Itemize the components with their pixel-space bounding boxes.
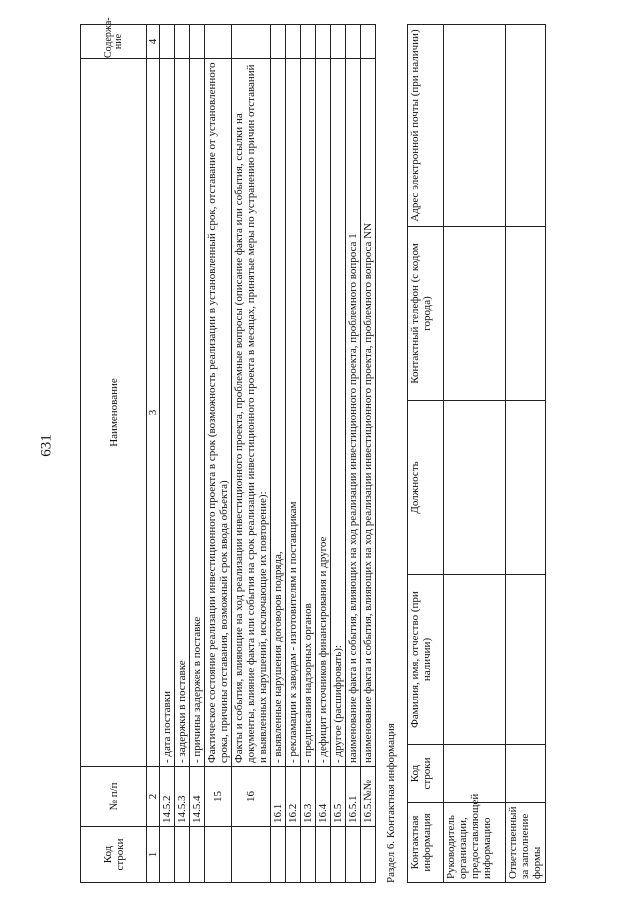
table-row: [190, 25, 205, 883]
row-number: 14.5.4: [190, 767, 205, 827]
table-row: [316, 25, 331, 883]
row-name: - причины задержек в поставке: [190, 59, 205, 767]
contact-label: Руководитель организации, предоставляющей информацию: [444, 803, 506, 883]
row-number: 14.5.2: [160, 767, 175, 827]
page-number: 631: [38, 434, 55, 457]
contact-header: Контактный телефон (с кодом города): [408, 227, 444, 401]
row-name: - выявленные нарушения договоров подряда,: [271, 59, 286, 767]
contact-header: Код строки: [408, 745, 444, 803]
row-name: Факты и события, влияющие на ход реализации инвестиционного проекта, проблемные вопросы (описание факта или события, ссылки на документы, влияние факта или события на срок реализации инвестиционного проекта в месяцах, принятые меры по устранению причин отставаний и выявленных нарушений, исключающие их повторение):: [232, 59, 271, 767]
index-cell: 4: [147, 25, 160, 59]
row-name: - дата поставки: [160, 59, 175, 767]
row-name: - предписания надзорных органов: [301, 59, 316, 767]
row-name: - задержки в поставке: [175, 59, 190, 767]
index-cell: 3: [147, 59, 160, 767]
row-name: - рекламации к заводам - изготовителям и поставщикам: [286, 59, 301, 767]
table-row: [346, 25, 361, 883]
row-number: 15: [205, 767, 232, 827]
contact-header: Адрес электронной почты (при наличии): [408, 25, 444, 227]
row-name: наименование факта и события, влияющих на ход реализации инвестиционного проекта, проблемного вопроса NN: [361, 59, 376, 767]
contact-row: [506, 25, 546, 883]
row-number: 16.1: [271, 767, 286, 827]
rotated-page-content: [80, 17, 640, 883]
row-number: 16.2: [286, 767, 301, 827]
row-number: 16.5.1: [346, 767, 361, 827]
row-name: - другое (расшифровать):: [331, 59, 346, 767]
row-number: 16.5: [331, 767, 346, 827]
table-row: [331, 25, 346, 883]
header-num: № п/п: [81, 767, 147, 827]
table-row: [271, 25, 286, 883]
contact-header: Контактная информация: [408, 803, 444, 883]
contact-row: [444, 25, 506, 883]
header-name: Наименование: [81, 59, 147, 767]
row-number: 16: [232, 767, 271, 827]
row-name: - дефицит источников финансирования и другое: [316, 59, 331, 767]
contact-header: Фамилия, имя, отчество (при наличии): [408, 575, 444, 745]
row-number: 16.4: [316, 767, 331, 827]
contact-label: Ответственный за заполнение формы: [506, 803, 546, 883]
header-code: Код строки: [81, 827, 147, 883]
row-number: 16.3: [301, 767, 316, 827]
row-name: наименование факта и события, влияющих на ход реализации инвестиционного проекта, проблемного вопроса 1: [346, 59, 361, 767]
table-row: [205, 25, 232, 883]
contact-info-table: [407, 24, 546, 883]
row-number: 16.5.№№: [361, 767, 376, 827]
table-row: [361, 25, 376, 883]
row-name: Фактическое состояние реализации инвестиционного проекта в срок (возможность реализации в установленный срок, отставание от установленного срока, причины отставания, возможный срок ввода объекта): [205, 59, 232, 767]
section-caption: Раздел 6. Контактная информация: [385, 723, 397, 883]
index-cell: 2: [147, 767, 160, 827]
header-content: Содержа-ние: [81, 25, 147, 59]
table-row: [301, 25, 316, 883]
table-row: [160, 25, 175, 883]
row-number: 14.5.3: [175, 767, 190, 827]
investment-project-table: [80, 17, 376, 883]
table-row: [232, 25, 271, 883]
table-row: [175, 25, 190, 883]
table-row: [286, 25, 301, 883]
contact-header: Должность: [408, 401, 444, 575]
index-cell: 1: [147, 827, 160, 883]
